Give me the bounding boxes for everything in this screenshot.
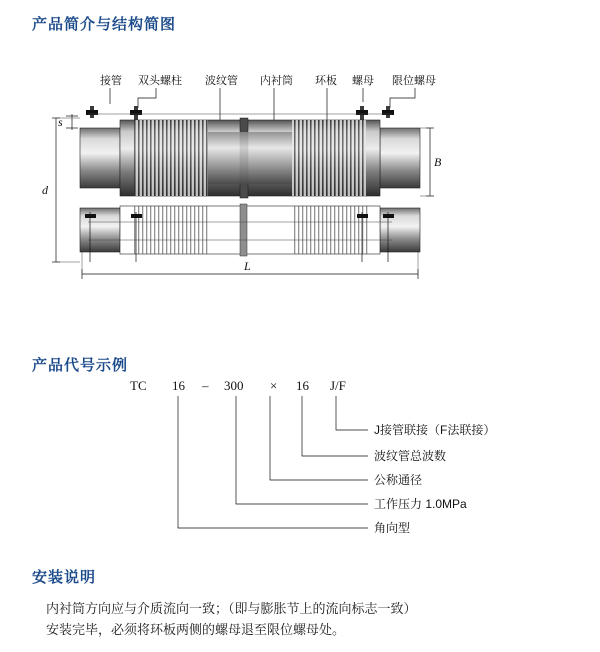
dimension-label-s: s	[58, 115, 63, 129]
callout-label-luomu: 螺母	[352, 75, 374, 87]
code-legend-type: 角向型	[374, 521, 411, 535]
callout-label-neichentong: 内衬筒	[260, 75, 293, 87]
section-title-install: 安装说明	[32, 569, 97, 586]
code-legend-working-pressure: 工作压力 1.0MPa	[374, 497, 467, 511]
bellows-right	[292, 120, 366, 196]
structure-diagram-svg	[30, 62, 570, 292]
callout-label-jieguan: 接管	[100, 75, 122, 87]
nut-right-bottom	[383, 214, 394, 218]
product-code-diagram	[30, 376, 570, 536]
pipe-right	[380, 128, 420, 188]
bellows-left	[134, 120, 208, 196]
install-line-2: 安装完毕，必须将环板两侧的螺母退至限位螺母处。	[46, 622, 346, 637]
dimension-label-B: B	[434, 155, 442, 169]
callout-label-xianwei-luomu: 限位螺母	[392, 75, 436, 87]
code-token-times: ×	[270, 378, 278, 393]
nut-left-bottom	[85, 214, 96, 218]
code-tokens	[130, 378, 346, 393]
code-token-300: 300	[224, 378, 244, 393]
dimension-label-L: L	[244, 259, 251, 273]
diagram-lower-assembly	[80, 204, 420, 262]
pipe-left	[80, 128, 120, 188]
code-token-dash: –	[202, 378, 209, 393]
install-line-1: 内衬筒方向应与介质流向一致；（即与膨胀节上的流向标志一致）	[46, 601, 417, 616]
diagram-upper-assembly	[80, 106, 420, 198]
code-legend-wave-count: 波纹管总波数	[374, 449, 447, 463]
code-legend-nominal-diameter: 公称通径	[374, 473, 423, 487]
section-title-code: 产品代号示例	[32, 357, 129, 374]
nut-right-2-bottom	[357, 214, 368, 218]
nut-left-2-bottom	[131, 214, 142, 218]
code-token-tc: TC	[130, 378, 147, 393]
bellows-right-bottom	[292, 206, 368, 254]
structure-diagram	[30, 62, 570, 292]
product-code-svg	[30, 376, 570, 541]
ring-plate-bottom	[240, 204, 247, 256]
install-instructions	[46, 598, 566, 640]
lining-tube	[208, 132, 292, 184]
bellows-left-bottom	[134, 206, 210, 254]
code-token-jf: J/F	[330, 378, 346, 393]
section-title-structure: 产品简介与结构简图	[32, 16, 177, 33]
code-legend-connection: J接管联接（F法联接）	[374, 423, 496, 437]
callout-label-bowenguan: 波纹管	[205, 75, 238, 87]
code-legend	[374, 422, 495, 535]
dimension-label-d: d	[42, 183, 48, 197]
code-leader-lines	[178, 396, 368, 528]
callout-label-huanban: 环板	[315, 75, 337, 87]
code-token-16-pressure: 16	[172, 378, 185, 393]
callout-label-shuangtou-luozhu: 双头螺柱	[138, 75, 182, 87]
code-token-16-waves: 16	[296, 378, 309, 393]
